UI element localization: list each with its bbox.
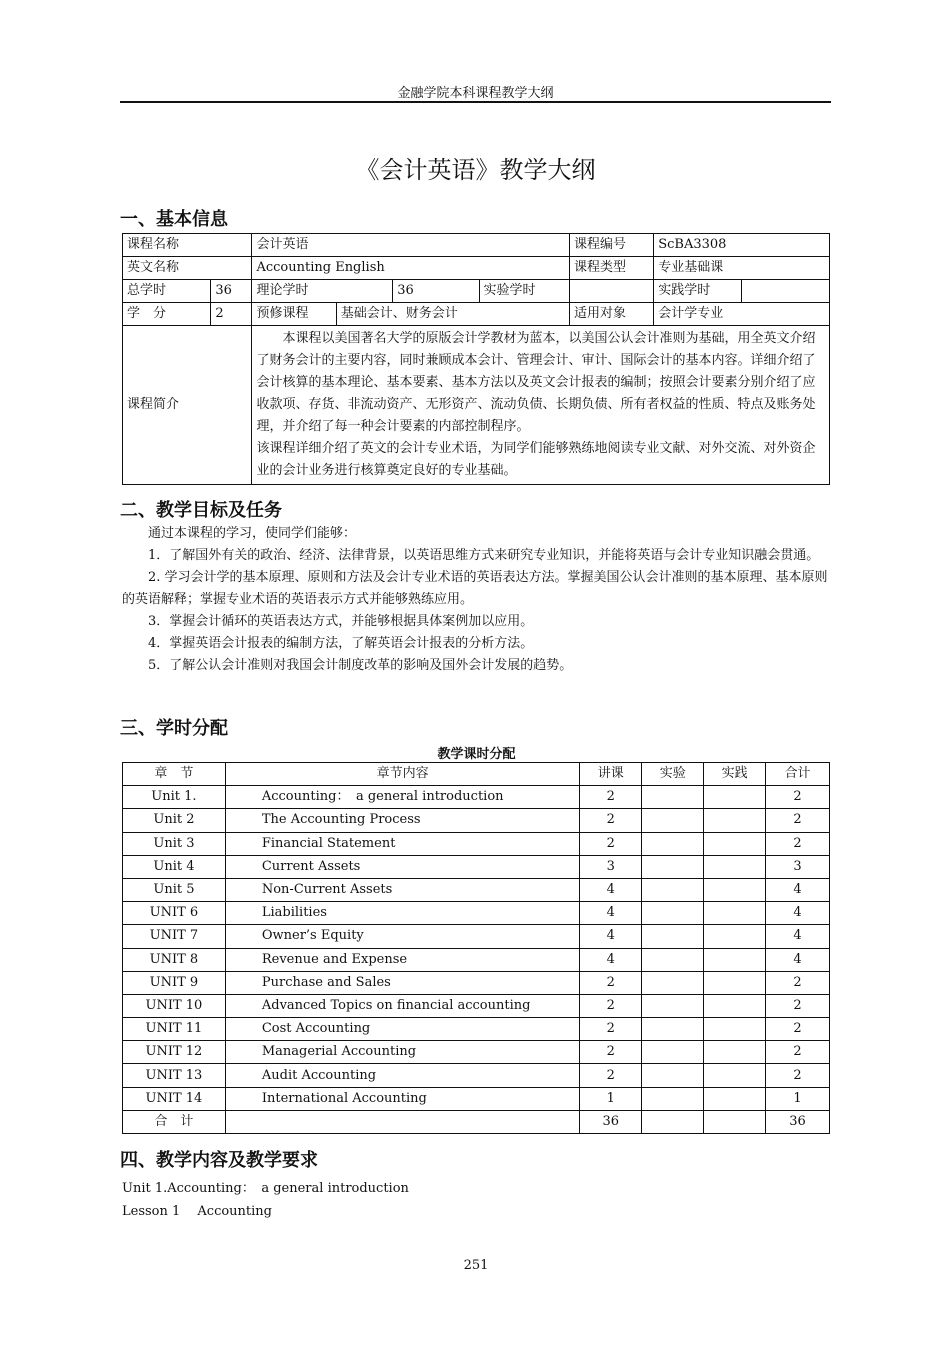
row-total: 4 <box>766 878 830 901</box>
row-lab <box>642 948 704 971</box>
row-total: 2 <box>766 832 830 855</box>
table-row <box>123 994 830 1017</box>
course-type-label: 课程类型 <box>569 257 653 280</box>
col-header-lecture: 讲课 <box>580 763 642 786</box>
col-header-content: 章节内容 <box>225 763 579 786</box>
objectives-block <box>122 523 831 677</box>
row-lab <box>642 1018 704 1041</box>
row-lecture: 4 <box>580 878 642 901</box>
table-row <box>123 948 830 971</box>
row-total: 2 <box>766 1018 830 1041</box>
row-practice <box>704 855 766 878</box>
row-total: 2 <box>766 809 830 832</box>
hours-table <box>122 762 830 1134</box>
row-lecture: 2 <box>580 994 642 1017</box>
intro-label: 课程简介 <box>123 326 252 485</box>
row-practice <box>704 1064 766 1087</box>
document-title: 《会计英语》教学大纲 <box>355 156 596 184</box>
row-content: Advanced Topics on financial accounting <box>225 994 579 1017</box>
row-lab <box>642 925 704 948</box>
row-lab <box>642 1041 704 1064</box>
audience-value: 会计学专业 <box>654 303 830 326</box>
row-lecture: 2 <box>580 1064 642 1087</box>
row-content: Current Assets <box>225 855 579 878</box>
total-lab <box>642 1110 704 1133</box>
course-name-value: 会计英语 <box>252 234 570 257</box>
table-row <box>123 925 830 948</box>
objective-item: 5．了解公认会计准则对我国会计制度改革的影响及国外会计发展的趋势。 <box>148 658 573 673</box>
total-hours-value: 36 <box>211 280 252 303</box>
row-content: International Accounting <box>225 1087 579 1110</box>
lab-hours-value <box>569 280 653 303</box>
row-content: Non-Current Assets <box>225 878 579 901</box>
lab-hours-label: 实验学时 <box>479 280 569 303</box>
row-lab <box>642 855 704 878</box>
row-content: Cost Accounting <box>225 1018 579 1041</box>
objective-item: 3．掌握会计循环的英语表达方式，并能够根据具体案例加以应用。 <box>148 614 534 629</box>
row-total: 2 <box>766 1041 830 1064</box>
row-content: Financial Statement <box>225 832 579 855</box>
objective-item: 4．掌握英语会计报表的编制方法，了解英语会计报表的分析方法。 <box>148 636 534 651</box>
row-lecture: 4 <box>580 902 642 925</box>
row-content: Managerial Accounting <box>225 1041 579 1064</box>
course-type-value: 专业基础课 <box>654 257 830 280</box>
row-lecture: 2 <box>580 1041 642 1064</box>
section-heading-hours: 三、学时分配 <box>120 718 228 739</box>
row-content: Revenue and Expense <box>225 948 579 971</box>
row-lecture: 1 <box>580 1087 642 1110</box>
row-chapter: Unit 4 <box>123 855 226 878</box>
table-row <box>123 971 830 994</box>
row-lab <box>642 1064 704 1087</box>
english-name-label: 英文名称 <box>123 257 252 280</box>
row-chapter: Unit 1. <box>123 786 226 809</box>
row-lab <box>642 971 704 994</box>
table-row <box>123 809 830 832</box>
row-lab <box>642 994 704 1017</box>
row-total: 1 <box>766 1087 830 1110</box>
objective-item: 1．了解国外有关的政治、经济、法律背景，以英语思维方式来研究专业知识，并能将英语与会计专业知识融会贯通。 <box>148 548 820 563</box>
table-row <box>123 902 830 925</box>
course-name-label: 课程名称 <box>123 234 252 257</box>
credits-label: 学 分 <box>123 303 211 326</box>
total-lecture: 36 <box>580 1110 642 1133</box>
row-content: Accounting： a general introduction <box>225 786 579 809</box>
row-content: Owner’s Equity <box>225 925 579 948</box>
row-practice <box>704 832 766 855</box>
english-name-value: Accounting English <box>252 257 570 280</box>
row-content: The Accounting Process <box>225 809 579 832</box>
objective-item: 2. 学习会计学的基本原理、原则和方法及会计专业术语的英语表达方法。掌握美国公认会计准则的基本原理、基本原则的英语解释；掌握专业术语的英语表示方式并能够熟练应用。 <box>122 570 828 607</box>
page-number: 251 <box>463 1258 489 1273</box>
course-code-label: 课程编号 <box>569 234 653 257</box>
row-chapter: UNIT 9 <box>123 971 226 994</box>
row-total: 4 <box>766 902 830 925</box>
row-total: 3 <box>766 855 830 878</box>
row-practice <box>704 1018 766 1041</box>
table-row <box>123 1018 830 1041</box>
row-lab <box>642 1087 704 1110</box>
row-practice <box>704 994 766 1017</box>
row-lecture: 3 <box>580 855 642 878</box>
table-row <box>123 878 830 901</box>
unit-line: Unit 1.Accounting： a general introduction <box>122 1181 409 1196</box>
total-content <box>225 1110 579 1133</box>
intro-paragraph-1: 本课程以美国著名大学的原版会计学教材为蓝本，以美国公认会计准则为基础，用全英文介绍了财务会计的主要内容，同时兼顾成本会计、管理会计、审计、国际会计的基本内容。详细介绍了会计核算的基本理论、基本要素、基本方法以及英文会计报表的编制；按照会计要素分别介绍了应收款项、存货、非流动资产、无形资产、流动负债、长期负债、所有者权益的性质、特点及账务处理，并介绍了每一种会计要素的内部控制程序。 <box>256 331 816 434</box>
col-header-chapter: 章 节 <box>123 763 226 786</box>
theory-hours-value: 36 <box>393 280 479 303</box>
row-lecture: 4 <box>580 925 642 948</box>
row-practice <box>704 925 766 948</box>
practice-hours-value <box>741 280 829 303</box>
hours-table-caption: 教学课时分配 <box>437 747 516 762</box>
row-lecture: 2 <box>580 971 642 994</box>
row-practice <box>704 902 766 925</box>
intro-text <box>252 326 830 485</box>
audience-label: 适用对象 <box>569 303 653 326</box>
col-header-total: 合计 <box>766 763 830 786</box>
row-total: 2 <box>766 971 830 994</box>
row-lab <box>642 832 704 855</box>
row-chapter: Unit 2 <box>123 809 226 832</box>
row-practice <box>704 809 766 832</box>
row-lab <box>642 878 704 901</box>
table-row <box>123 1087 830 1110</box>
row-chapter: UNIT 10 <box>123 994 226 1017</box>
row-chapter: UNIT 7 <box>123 925 226 948</box>
row-lecture: 2 <box>580 809 642 832</box>
section-heading-objectives: 二、教学目标及任务 <box>120 500 282 521</box>
row-practice <box>704 786 766 809</box>
row-total: 2 <box>766 1064 830 1087</box>
running-header: 金融学院本科课程教学大纲 <box>397 86 554 101</box>
row-chapter: UNIT 11 <box>123 1018 226 1041</box>
credits-value: 2 <box>211 303 252 326</box>
row-content: Liabilities <box>225 902 579 925</box>
intro-paragraph-2: 该课程详细介绍了英文的会计专业术语，为同学们能够熟练地阅读专业文献、对外交流、对外资企业的会计业务进行核算奠定良好的专业基础。 <box>256 441 816 478</box>
row-chapter: UNIT 8 <box>123 948 226 971</box>
row-chapter: Unit 3 <box>123 832 226 855</box>
row-lab <box>642 786 704 809</box>
table-row <box>123 1041 830 1064</box>
row-lecture: 2 <box>580 832 642 855</box>
row-content: Purchase and Sales <box>225 971 579 994</box>
table-row <box>123 832 830 855</box>
hours-table-header <box>123 763 830 786</box>
row-chapter: Unit 5 <box>123 878 226 901</box>
row-practice <box>704 971 766 994</box>
row-lecture: 2 <box>580 1018 642 1041</box>
row-content: Audit Accounting <box>225 1064 579 1087</box>
col-header-lab: 实验 <box>642 763 704 786</box>
hours-total-row <box>123 1110 830 1133</box>
total-practice <box>704 1110 766 1133</box>
col-header-practice: 实践 <box>704 763 766 786</box>
table-row <box>123 1064 830 1087</box>
basic-info-table <box>122 233 830 485</box>
hours-table-body <box>123 786 830 1111</box>
objectives-lead: 通过本课程的学习，使同学们能够： <box>148 526 357 541</box>
row-practice <box>704 1041 766 1064</box>
total-sum: 36 <box>766 1110 830 1133</box>
table-row <box>123 786 830 809</box>
row-chapter: UNIT 12 <box>123 1041 226 1064</box>
table-row <box>123 855 830 878</box>
header-rule <box>120 101 831 103</box>
section-heading-content: 四、教学内容及教学要求 <box>120 1150 318 1171</box>
row-practice <box>704 948 766 971</box>
row-total: 2 <box>766 994 830 1017</box>
course-code-value: ScBA3308 <box>654 234 830 257</box>
total-label: 合 计 <box>123 1110 226 1133</box>
total-hours-label: 总学时 <box>123 280 211 303</box>
section-heading-basic-info: 一、基本信息 <box>120 209 228 230</box>
row-total: 4 <box>766 948 830 971</box>
row-lab <box>642 809 704 832</box>
row-lecture: 2 <box>580 786 642 809</box>
row-lab <box>642 902 704 925</box>
row-practice <box>704 1087 766 1110</box>
practice-hours-label: 实践学时 <box>654 280 741 303</box>
row-total: 2 <box>766 786 830 809</box>
row-chapter: UNIT 14 <box>123 1087 226 1110</box>
row-chapter: UNIT 13 <box>123 1064 226 1087</box>
prereq-value: 基础会计、财务会计 <box>336 303 569 326</box>
row-chapter: UNIT 6 <box>123 902 226 925</box>
prereq-label: 预修课程 <box>252 303 336 326</box>
row-practice <box>704 878 766 901</box>
theory-hours-label: 理论学时 <box>252 280 393 303</box>
row-total: 4 <box>766 925 830 948</box>
row-lecture: 4 <box>580 948 642 971</box>
lesson-line: Lesson 1 Accounting <box>122 1204 273 1219</box>
